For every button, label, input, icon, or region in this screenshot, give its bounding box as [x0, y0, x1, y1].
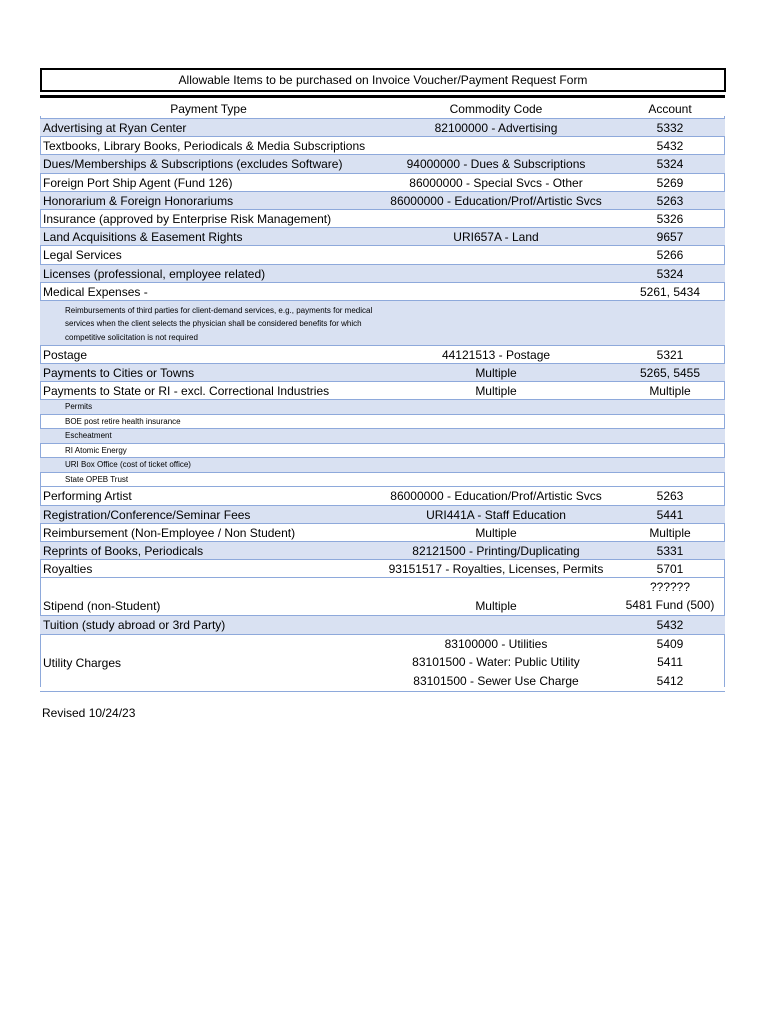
commodity-code-cell — [377, 246, 615, 263]
commodity-code-cell — [377, 210, 615, 227]
table-row — [40, 560, 725, 578]
utility-code-3: 83101500 - Sewer Use Charge — [413, 673, 579, 688]
payment-type-cell: Performing Artist — [43, 489, 132, 504]
payment-type-cell: Stipend (non-Student) — [43, 599, 161, 614]
account-cell: 5263 — [656, 489, 684, 504]
payment-type-cell: Textbooks, Library Books, Periodicals & Media Subscriptions — [43, 139, 366, 154]
account-cell: 5261, 5434 — [639, 284, 701, 299]
commodity-code-cell — [377, 265, 615, 282]
payment-type-cell: Royalties — [43, 562, 93, 577]
table-row — [40, 174, 725, 192]
medical-note-text: Reimbursements of third parties for client-demand services, e.g., payments for medical services when the client selects the physician shall be considered benefits for which competitive solicitation is not required — [65, 305, 373, 342]
account-cell: 5701 — [656, 562, 684, 577]
payment-type-cell: Land Acquisitions & Easement Rights — [43, 230, 243, 245]
table-row — [40, 542, 725, 560]
header-payment-type: Payment Type — [170, 102, 247, 116]
account-cell — [615, 635, 725, 691]
state-subitem-row — [40, 473, 725, 488]
form-title: Allowable Items to be purchased on Invoice Voucher/Payment Request Form — [40, 68, 726, 92]
commodity-code-cell: 86000000 - Education/Prof/Artistic Svcs — [390, 489, 602, 504]
commodity-code-cell: Multiple — [475, 384, 517, 399]
utility-account-1: 5409 — [656, 636, 684, 651]
account-cell: 5269 — [656, 175, 684, 190]
account-cell: 5265, 5455 — [639, 366, 701, 381]
payment-type-cell: Postage — [43, 347, 88, 362]
account-cell: 5441 — [656, 507, 684, 522]
payment-type-cell: Reprints of Books, Periodicals — [43, 544, 204, 558]
state-subitem-label: Escheatment — [65, 431, 112, 441]
state-subitem-row — [40, 415, 725, 430]
account-line-2: 5481 Fund (500) — [625, 598, 715, 613]
table-row — [40, 210, 725, 228]
table-row — [40, 487, 725, 505]
account-cell: 5432 — [656, 139, 684, 154]
account-cell: Multiple — [649, 384, 691, 399]
account-line-1: ?????? — [649, 580, 691, 595]
account-cell — [615, 578, 725, 615]
commodity-code-cell: 86000000 - Education/Prof/Artistic Svcs — [390, 193, 602, 208]
commodity-code-cell — [377, 137, 615, 154]
table-row-stipend — [40, 578, 725, 616]
table-row — [40, 246, 725, 264]
payment-type-cell: Honorarium & Foreign Honorariums — [43, 193, 234, 208]
utility-code-2: 83101500 - Water: Public Utility — [412, 655, 580, 670]
account-cell: 5326 — [656, 211, 684, 226]
commodity-code-cell: 94000000 - Dues & Subscriptions — [406, 157, 586, 172]
payment-type-cell: Foreign Port Ship Agent (Fund 126) — [43, 175, 233, 190]
payment-type-cell: Licenses (professional, employee related) — [43, 266, 266, 281]
state-subitem-row — [40, 444, 725, 459]
commodity-code-cell: 82121500 - Printing/Duplicating — [412, 544, 580, 558]
table-row — [40, 228, 725, 246]
table-row — [40, 155, 725, 173]
account-cell: 5266 — [656, 248, 684, 263]
account-cell: 9657 — [656, 230, 684, 245]
header-commodity-code: Commodity Code — [449, 102, 543, 116]
table-row-tuition — [40, 616, 725, 634]
revised-date: Revised 10/24/23 — [42, 706, 136, 720]
state-subitem-label: Permits — [65, 402, 93, 412]
state-subitem-label: State OPEB Trust — [65, 474, 129, 484]
utility-account-3: 5412 — [656, 673, 684, 688]
commodity-code-cell — [377, 635, 615, 691]
commodity-code-cell — [377, 616, 615, 633]
table-row — [40, 346, 725, 364]
payment-type-cell: Reimbursement (Non-Employee / Non Student) — [43, 525, 296, 540]
table-header-row — [40, 95, 725, 119]
commodity-code-cell: 82100000 - Advertising — [434, 121, 558, 135]
table-row — [40, 137, 725, 155]
medical-note-row — [40, 301, 725, 346]
account-cell: 5432 — [656, 618, 684, 633]
payment-type-cell: Registration/Conference/Seminar Fees — [43, 507, 251, 522]
payment-type-cell: Dues/Memberships & Subscriptions (excludes Software) — [43, 157, 343, 172]
state-subitem-label: BOE post retire health insurance — [65, 416, 181, 426]
commodity-code-cell: 44121513 - Postage — [441, 347, 551, 362]
account-cell: 5331 — [656, 544, 684, 558]
payment-type-cell: Advertising at Ryan Center — [43, 121, 187, 135]
commodity-code-cell: 86000000 - Special Svcs - Other — [409, 175, 583, 190]
commodity-code-cell: Multiple — [475, 525, 517, 540]
table-row — [40, 283, 725, 301]
table-row — [40, 364, 725, 382]
payment-type-cell: Payments to Cities or Towns — [43, 366, 195, 381]
state-subitem-row — [40, 429, 725, 444]
state-subitem-row — [40, 400, 725, 415]
account-cell: Multiple — [649, 525, 691, 540]
table-row — [40, 524, 725, 542]
state-subitem-row — [40, 458, 725, 473]
allowable-items-table — [40, 95, 725, 692]
commodity-code-cell: Multiple — [475, 599, 517, 614]
commodity-code-cell: URI657A - Land — [453, 230, 539, 245]
table-row — [40, 506, 725, 524]
account-cell: 5324 — [656, 157, 684, 172]
payment-type-cell: Insurance (approved by Enterprise Risk Management) — [43, 211, 332, 226]
commodity-code-cell: Multiple — [475, 366, 517, 381]
utility-code-1: 83100000 - Utilities — [444, 636, 548, 651]
table-row — [40, 192, 725, 210]
payment-type-cell: Legal Services — [43, 248, 122, 263]
table-row — [40, 119, 725, 137]
commodity-code-cell — [377, 283, 615, 300]
state-subitem-label: RI Atomic Energy — [65, 445, 127, 455]
table-row-utility — [40, 635, 725, 692]
account-cell: 5263 — [656, 193, 684, 208]
payment-type-cell: Payments to State or RI - excl. Correctional Industries — [43, 384, 330, 399]
account-cell: 5321 — [656, 347, 684, 362]
commodity-code-cell: 93151517 - Royalties, Licenses, Permits — [388, 562, 604, 577]
account-cell: 5332 — [656, 121, 684, 135]
payment-type-cell: Utility Charges — [43, 655, 122, 670]
table-row — [40, 382, 725, 400]
payment-type-cell: Medical Expenses - — [43, 284, 148, 299]
account-cell: 5324 — [656, 266, 684, 281]
table-row — [40, 265, 725, 283]
commodity-code-cell: URI441A - Staff Education — [426, 507, 566, 522]
header-account: Account — [648, 102, 692, 116]
utility-account-2: 5411 — [657, 655, 683, 670]
state-subitem-label: URI Box Office (cost of ticket office) — [65, 460, 191, 470]
payment-type-cell: Tuition (study abroad or 3rd Party) — [43, 618, 226, 633]
